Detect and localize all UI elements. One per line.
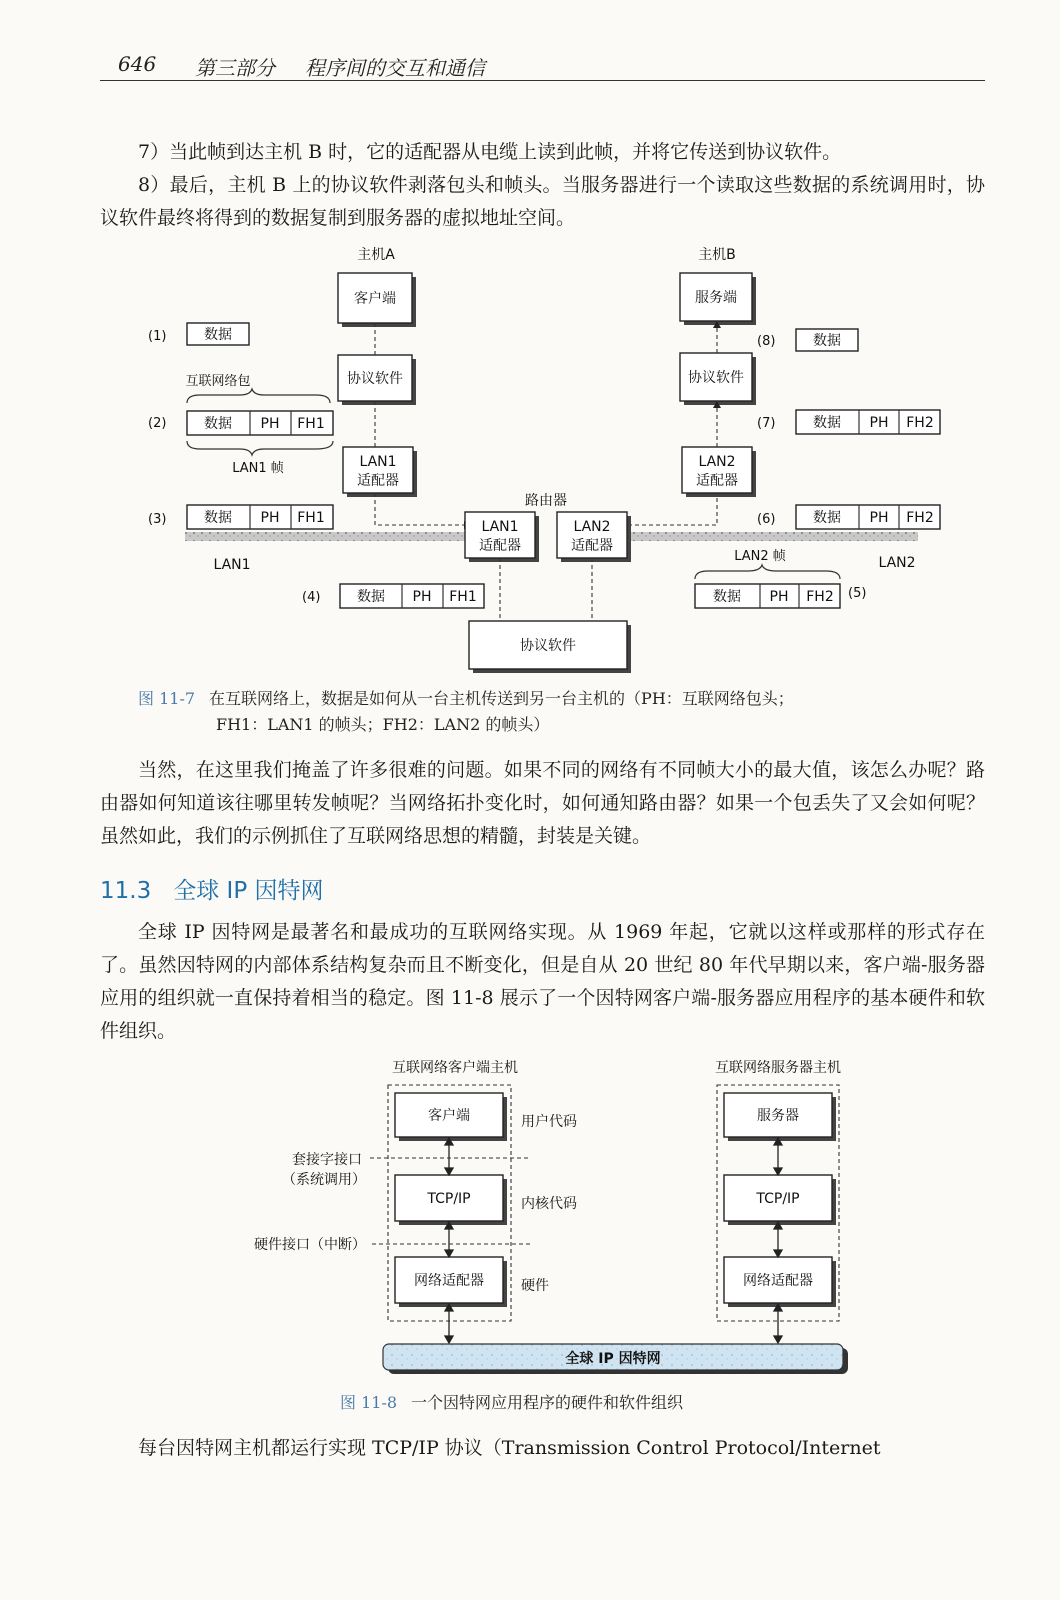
label-8: (8) xyxy=(757,334,776,349)
packet-7 xyxy=(796,410,940,434)
router-protocol-software xyxy=(469,621,631,673)
svg-text:FH1: FH1 xyxy=(297,510,325,526)
hardware-interface-label: 硬件接口（中断） xyxy=(254,1237,366,1253)
svg-text:FH1: FH1 xyxy=(297,416,325,432)
svg-text:TCP/IP: TCP/IP xyxy=(756,1191,800,1207)
client-tcpip-box xyxy=(395,1175,507,1225)
router-lan2-adapter xyxy=(557,512,631,562)
host-b-label: 主机B xyxy=(698,247,736,263)
svg-text:客户端: 客户端 xyxy=(354,291,396,307)
lan1-cable xyxy=(185,532,465,541)
svg-text:网络适配器: 网络适配器 xyxy=(414,1273,484,1289)
svg-text:数据: 数据 xyxy=(813,415,841,431)
global-ip-internet-bar xyxy=(383,1344,848,1374)
server-arrows xyxy=(774,1138,782,1343)
lan1-adapter-a xyxy=(343,447,417,497)
step-8: 8）最后，主机 B 上的协议软件剥落包头和帧头。当服务器进行一个读取这些数据的系统调用时，协议软件最终将得到的数据复制到服务器的虚拟地址空间。 xyxy=(100,174,985,229)
label-7: (7) xyxy=(757,416,776,431)
client-host-label: 互联网络客户端主机 xyxy=(392,1060,518,1076)
lan1-label: LAN1 xyxy=(213,557,251,573)
label-6: (6) xyxy=(757,512,776,527)
svg-text:客户端: 客户端 xyxy=(428,1108,470,1124)
step-7: 7）当此帧到达主机 B 时，它的适配器从电缆上读到此帧，并将它传送到协议软件。 xyxy=(138,141,842,163)
host-a-label: 主机A xyxy=(357,247,395,263)
svg-text:适配器: 适配器 xyxy=(571,538,613,554)
label-2: (2) xyxy=(148,416,167,431)
last-line: 每台因特网主机都运行实现 TCP/IP 协议（Transmission Control Protocol/Internet xyxy=(138,1437,881,1459)
svg-text:适配器: 适配器 xyxy=(696,473,738,489)
packet-4 xyxy=(340,584,484,608)
page-number: 646 xyxy=(118,52,157,76)
svg-text:FH1: FH1 xyxy=(449,589,477,605)
svg-text:PH: PH xyxy=(260,510,280,526)
svg-text:LAN1: LAN1 xyxy=(481,519,519,535)
packet-2 xyxy=(187,411,333,435)
caption-line-2: FH1：LAN1 的帧头；FH2：LAN2 的帧头） xyxy=(216,715,550,734)
packet-3 xyxy=(187,505,333,529)
server-box xyxy=(680,273,756,325)
part-label: 第三部分 xyxy=(195,56,275,80)
section-number: 11.3 xyxy=(100,878,152,904)
protocol-software-a xyxy=(338,355,416,405)
svg-text:PH: PH xyxy=(260,416,280,432)
client-arrows xyxy=(445,1138,453,1343)
svg-text:LAN2: LAN2 xyxy=(698,454,736,470)
svg-text:数据: 数据 xyxy=(204,510,232,526)
caption-number: 图 11-8 xyxy=(340,1393,398,1412)
svg-text:PH: PH xyxy=(869,510,889,526)
svg-text:FH2: FH2 xyxy=(806,589,834,605)
svg-text:协议软件: 协议软件 xyxy=(520,638,576,654)
server-tcpip-box xyxy=(724,1175,836,1225)
socket-interface-sublabel: （系统调用） xyxy=(282,1172,366,1188)
user-code-label: 用户代码 xyxy=(521,1114,577,1130)
svg-text:PH: PH xyxy=(869,415,889,431)
label-3: (3) xyxy=(148,512,167,527)
svg-text:数据: 数据 xyxy=(813,510,841,526)
lan2-cable xyxy=(628,532,918,541)
svg-text:PH: PH xyxy=(412,589,432,605)
label-5: (5) xyxy=(848,586,867,601)
svg-text:协议软件: 协议软件 xyxy=(347,371,403,387)
protocol-software-b xyxy=(680,353,756,405)
section-title: 全球 IP 因特网 xyxy=(173,878,324,904)
lan2-label: LAN2 xyxy=(878,555,916,571)
svg-text:适配器: 适配器 xyxy=(357,473,399,489)
label-4: (4) xyxy=(302,590,321,605)
svg-text:FH2: FH2 xyxy=(906,415,934,431)
figure-11-8-caption xyxy=(340,1390,683,1416)
router-lan1-adapter xyxy=(465,512,539,562)
svg-text:数据: 数据 xyxy=(713,589,741,605)
svg-text:数据: 数据 xyxy=(357,589,385,605)
figure-11-7-caption xyxy=(138,686,968,738)
internet-packet-label: 互联网络包 xyxy=(185,374,251,389)
svg-text:数据: 数据 xyxy=(813,333,841,349)
hardware-label: 硬件 xyxy=(521,1278,549,1294)
label-1: (1) xyxy=(148,329,167,344)
lan1-frame-label: LAN1 帧 xyxy=(232,461,284,476)
svg-text:全球 IP 因特网: 全球 IP 因特网 xyxy=(565,1351,661,1367)
svg-text:服务端: 服务端 xyxy=(695,290,737,306)
paragraph-after-figure: 当然，在这里我们掩盖了许多很难的问题。如果不同的网络有不同帧大小的最大值，该怎么办呢？路由器如何知道该往哪里转发帧呢？当网络拓扑变化时，如何通知路由器？如果一个包丢失了又会如何呢？虽然如此，我们的示例抓住了互联网络思想的精髓，封装是关键。 xyxy=(100,759,985,847)
client-app-box xyxy=(395,1093,507,1141)
packet-6 xyxy=(796,505,940,529)
svg-text:数据: 数据 xyxy=(204,416,232,432)
router-label: 路由器 xyxy=(525,493,567,509)
packet-5 xyxy=(695,584,840,608)
kernel-code-label: 内核代码 xyxy=(521,1196,577,1212)
lan2-adapter-b xyxy=(682,447,756,497)
packet-1 xyxy=(187,323,249,345)
client-box xyxy=(338,273,416,327)
svg-text:LAN2: LAN2 xyxy=(573,519,611,535)
client-adapter-box xyxy=(395,1257,507,1307)
part-title: 程序间的交互和通信 xyxy=(305,56,485,80)
svg-text:服务器: 服务器 xyxy=(757,1108,799,1124)
caption-number: 图 11-7 xyxy=(138,689,196,708)
svg-text:网络适配器: 网络适配器 xyxy=(743,1273,813,1289)
lan2-frame-label: LAN2 帧 xyxy=(734,549,786,564)
server-app-box xyxy=(724,1093,836,1141)
svg-text:数据: 数据 xyxy=(204,327,232,343)
server-adapter-box xyxy=(724,1257,836,1307)
svg-text:适配器: 适配器 xyxy=(479,538,521,554)
packet-8 xyxy=(796,329,858,351)
caption-line-1: 在互联网络上，数据是如何从一台主机传送到另一台主机的（PH：互联网络包头； xyxy=(209,689,794,708)
header-rule xyxy=(100,80,985,81)
svg-text:LAN1: LAN1 xyxy=(359,454,397,470)
section-paragraph: 全球 IP 因特网是最著名和最成功的互联网络实现。从 1969 年起，它就以这样或那样的形式存在了。虽然因特网的内部体系结构复杂而且不断变化，但是自从 20 世纪 80 年代早期以来，客户端-服务器应用的组织就一直保持着相当的稳定。图 11-8 展示了一个因特网客户端-服务器应用程序的基本硬件和软件组织。 xyxy=(100,921,985,1042)
svg-text:TCP/IP: TCP/IP xyxy=(427,1191,471,1207)
figure-11-7 xyxy=(0,235,1060,685)
figure-11-8 xyxy=(0,1052,1060,1392)
socket-interface-label: 套接字接口 xyxy=(292,1152,362,1168)
svg-text:PH: PH xyxy=(769,589,789,605)
svg-text:协议软件: 协议软件 xyxy=(688,370,744,386)
section-heading xyxy=(100,872,346,905)
caption-text: 一个因特网应用程序的硬件和软件组织 xyxy=(411,1393,684,1412)
steps-text xyxy=(100,136,985,235)
server-host-label: 互联网络服务器主机 xyxy=(715,1060,841,1076)
svg-text:FH2: FH2 xyxy=(906,510,934,526)
